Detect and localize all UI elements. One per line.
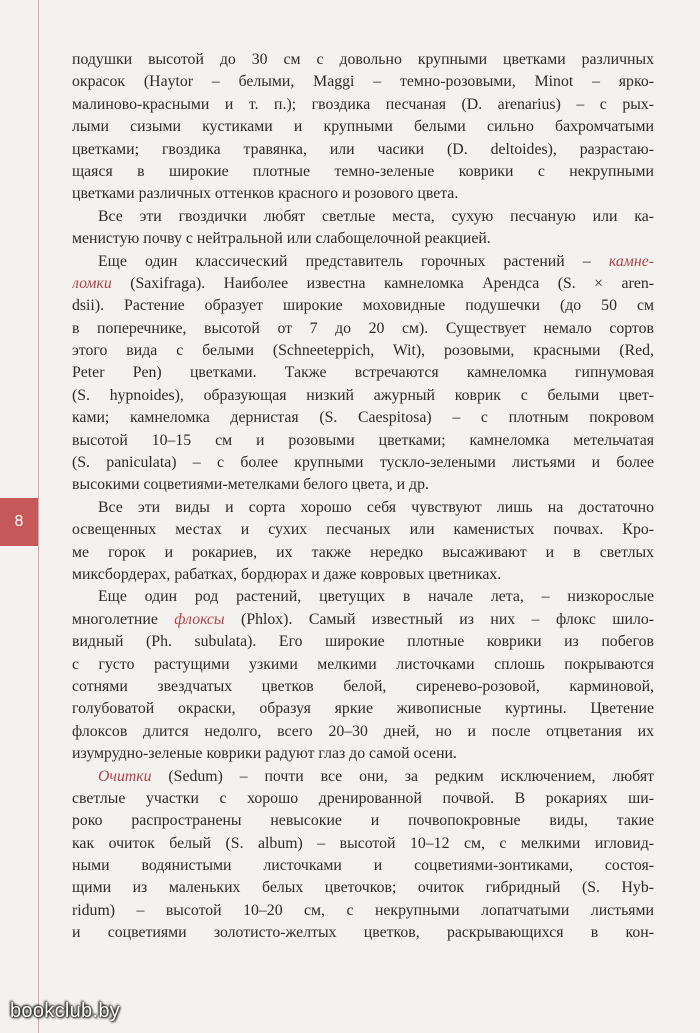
- text-line: [72, 49, 654, 71]
- text-run: светлые участки с хорошо дренированной почвой. В рокариях ши-: [72, 789, 654, 807]
- text-line: [72, 676, 654, 698]
- text-run: менистую почву с нейтральной или слабощелочной реакцией.: [72, 230, 491, 248]
- text-line: [72, 833, 654, 855]
- text-line: [72, 407, 654, 429]
- text-line: [72, 654, 654, 676]
- text-run: подушки высотой до 30 см с довольно крупными цветками различных: [72, 51, 654, 68]
- text-run: видный (Ph. subulata). Его широкие плотные коврики из побегов: [72, 633, 654, 651]
- text-run: флоксов длится недолго, всего 20–30 дней, но и после отцветания их: [72, 722, 654, 740]
- text-line: [72, 295, 654, 317]
- text-line: [72, 474, 654, 496]
- text-line: [72, 139, 654, 161]
- text-run: как очиток белый (S. album) – высотой 10–12 см, с мелкими игловид-: [72, 834, 654, 852]
- page-number-tab: [0, 498, 38, 546]
- text-line: [72, 318, 654, 340]
- text-run: в поперечнике, высотой от 7 до 20 см). Существует немало сортов: [72, 319, 654, 337]
- text-line: [72, 385, 654, 407]
- text-line: [72, 855, 654, 877]
- margin-rule: [38, 0, 39, 1033]
- text-line: [72, 743, 654, 765]
- text-run: Еще один классический представитель горочных растений –: [98, 252, 609, 270]
- text-line: [72, 94, 654, 116]
- text-run: цветками различных оттенков красного и розового цвета.: [72, 185, 459, 203]
- text-line: [72, 206, 654, 228]
- text-line: [72, 497, 654, 519]
- text-run: роко распространены невысокие и почвопокровные виды, такие: [72, 812, 654, 830]
- text-run: изумрудно-зеленые коврики радуют глаз до самой осени.: [72, 745, 457, 763]
- text-line: [72, 519, 654, 541]
- text-run: с густо растущими узкими мелкими листочками сплошь покрываются: [72, 655, 654, 673]
- text-run: щаяся в широкие плотные темно-зеленые коврики с некрупными: [72, 162, 654, 180]
- text-run: высокими соцветиями-метелками белого цвета, и др.: [72, 476, 429, 494]
- text-run: (S. paniculata) – с более крупными тускло-зелеными листьями и более: [72, 454, 654, 472]
- text-run: лыми сизыми кустиками и крупными белыми сильно бахромчатыми: [72, 118, 654, 136]
- page-number: 8: [14, 513, 24, 530]
- text-line: [72, 810, 654, 832]
- text-line: [72, 430, 654, 452]
- text-run: высотой 10–15 см и розовыми цветками; камнеломка метельчатая: [72, 431, 654, 449]
- text-run: ками; камнеломка дернистая (S. Caespitosa) – с плотным покровом: [72, 409, 654, 427]
- text-line: [72, 340, 654, 362]
- text-run: освещенных местах и сухих песчаных или каменистых почвах. Кро-: [72, 521, 654, 539]
- text-run: (Saxifraga). Наиболее известна камнеломка Арендса (S. × aren-: [111, 274, 654, 292]
- text-run: щими из маленьких белых цветочков; очиток гибридный (S. Hyb-: [72, 879, 654, 897]
- text-run: малиново-красными и т. п.); гвоздика песчаная (D. arenarius) – с рых-: [72, 95, 654, 113]
- text-run: dsii). Растение образует широкие моховидные подушечки (до 50 см: [72, 297, 654, 315]
- text-line: [72, 161, 654, 183]
- text-line: [72, 877, 654, 899]
- text-run: ме горок и рокариев, их также нередко высаживают и в светлых: [72, 543, 654, 561]
- highlighted-term: камне-: [608, 252, 654, 270]
- text-run: этого вида с белыми (Schneeteppich, Wit), розовыми, красными (Red,: [72, 342, 654, 360]
- text-line: [72, 273, 654, 295]
- text-run: и соцветиями золотисто-желтых цветков, раскрывающихся в кон-: [72, 924, 654, 942]
- text-line: [72, 116, 654, 138]
- text-line: [72, 609, 654, 631]
- text-line: [72, 183, 654, 205]
- text-line: [72, 698, 654, 720]
- text-run: окрасок (Haytor – белыми, Maggi – темно-розовыми, Minot – ярко-: [72, 73, 654, 91]
- text-run: цветками; гвоздика травянка, или часики (D. deltoides), разрастаю-: [72, 140, 654, 158]
- text-line: [72, 721, 654, 743]
- text-line: [72, 766, 654, 788]
- text-line: [72, 631, 654, 653]
- text-run: Все эти гвоздички любят светлые места, сухую песчаную или ка-: [98, 207, 654, 225]
- text-line: [72, 71, 654, 93]
- highlighted-term: флоксы: [174, 610, 225, 628]
- text-line: [72, 228, 654, 250]
- text-run: голубоватой окраски, образуя яркие живописные куртины. Цветение: [72, 700, 654, 718]
- text-line: [72, 251, 654, 273]
- watermark: bookclub.by: [10, 1000, 121, 1022]
- text-run: (S. hypnoides), образующая низкий ажурный коврик с белыми цвет-: [72, 386, 654, 404]
- text-line: [72, 586, 654, 608]
- text-run: сотнями звездчатых цветков белой, сиренево-розовой, карминовой,: [72, 677, 654, 695]
- text-run: ными водянистыми листочками и соцветиями-зонтиками, состоя-: [72, 857, 654, 875]
- text-line: [72, 564, 654, 586]
- text-run: (Sedum) – почти все они, за редким исключением, любят: [151, 767, 654, 785]
- text-line: [72, 788, 654, 810]
- text-run: многолетние: [72, 610, 175, 628]
- text-run: ridum) – высотой 10–20 см, с некрупными лопатчатыми листьями: [72, 901, 654, 919]
- text-run: Все эти виды и сорта хорошо себя чувствуют лишь на достаточно: [98, 498, 654, 516]
- text-run: Еще один род растений, цветущих в начале лета, – низкорослые: [98, 588, 654, 606]
- text-run: миксбордерах, рабатках, бордюрах и даже ковровых цветниках.: [72, 565, 502, 583]
- body-text: [72, 49, 654, 945]
- text-line: [72, 452, 654, 474]
- highlighted-term: ломки: [72, 274, 112, 292]
- highlighted-term: Очитки: [98, 767, 152, 785]
- text-run: Peter Pen) цветками. Также встречаются камнеломка гипнумовая: [72, 364, 654, 382]
- text-line: [72, 922, 654, 944]
- text-line: [72, 362, 654, 384]
- text-line: [72, 542, 654, 564]
- text-run: (Phlox). Самый известный из них – флокс шило-: [224, 610, 654, 628]
- text-line: [72, 900, 654, 922]
